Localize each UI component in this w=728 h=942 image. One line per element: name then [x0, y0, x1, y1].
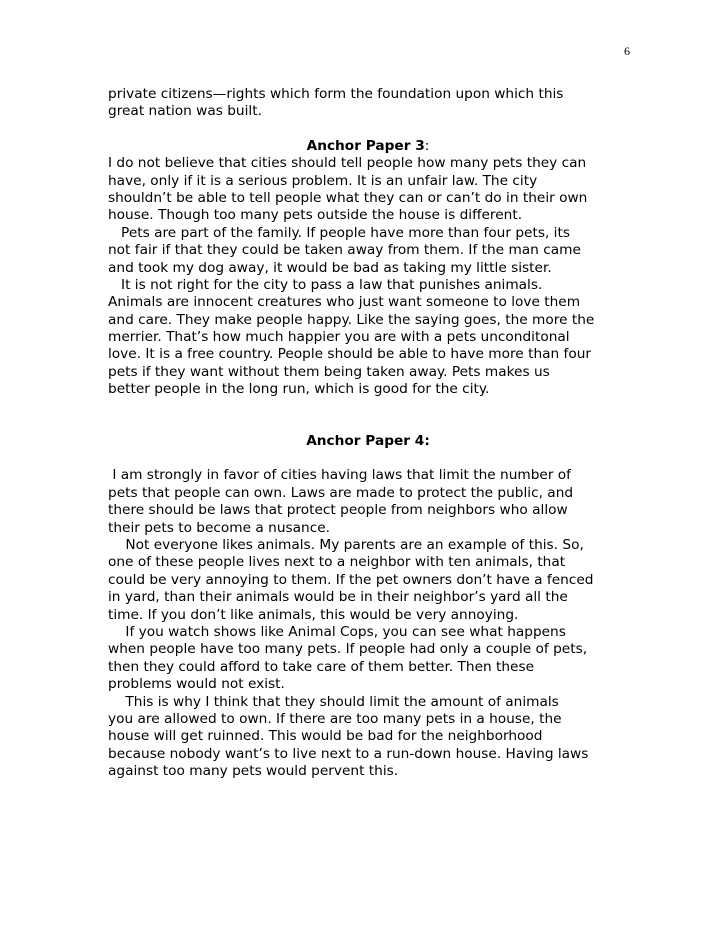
intro-paragraph [108, 86, 628, 121]
text-line: This is why I think that they should limit the amount of animals [108, 693, 559, 710]
text-line: house will get ruinned. This would be bad for the neighborhood [108, 728, 543, 745]
text-line: It is not right for the city to pass a law that punishes animals. [108, 276, 543, 293]
text-line: great nation was built. [108, 103, 262, 120]
text-line: you are allowed to own. If there are too many pets in a house, the [108, 710, 562, 727]
anchor-paper-4-body [108, 467, 628, 780]
text-line: love. It is a free country. People should be able to have more than four [108, 346, 592, 363]
text-line: house. Though too many pets outside the house is different. [108, 207, 523, 224]
text-line: I am strongly in favor of cities having laws that limit the number of [108, 467, 571, 484]
anchor-paper-3-body [108, 155, 628, 398]
text-line: in yard, than their animals would be in their neighbor’s yard all the [108, 589, 568, 606]
text-line: then they could afford to take care of them better. Then these [108, 658, 535, 675]
text-line: better people in the long run, which is good for the city. [108, 381, 490, 398]
text-line: not fair if that they could be taken away from them. If the man came [108, 242, 581, 259]
text-line: problems would not exist. [108, 676, 285, 693]
text-line: and care. They make people happy. Like the saying goes, the more the [108, 311, 595, 328]
text-line: time. If you don’t like animals, this would be very annoying. [108, 606, 519, 623]
text-line: Not everyone likes animals. My parents are an example of this. So, [108, 536, 584, 553]
text-line: pets if they want without them being taken away. Pets makes us [108, 363, 550, 380]
anchor-paper-3-heading [108, 138, 628, 155]
text-line: I do not believe that cities should tell people how many pets they can [108, 155, 587, 172]
text-line: If you watch shows like Animal Cops, you can see what happens [108, 623, 566, 640]
text-line: could be very annoying to them. If the pet owners don’t have a fenced [108, 571, 594, 588]
text-line: and took my dog away, it would be bad as taking my little sister. [108, 259, 552, 276]
text-line: pets that people can own. Laws are made to protect the public, and [108, 484, 574, 501]
text-line: have, only if it is a serious problem. It is an unfair law. The city [108, 172, 538, 189]
text-line: their pets to become a nusance. [108, 519, 330, 536]
text-line: shouldn’t be able to tell people what they can or can’t do in their own [108, 189, 588, 206]
text-line: merrier. That’s how much happier you are with a pets unconditonal [108, 329, 570, 346]
text-line: Animals are innocent creatures who just want someone to love them [108, 294, 581, 311]
heading-text: Anchor Paper 3 [306, 137, 425, 154]
heading-colon: : [424, 137, 430, 154]
anchor-paper-4-heading: Anchor Paper 4: [306, 432, 430, 449]
text-line: against too many pets would pervent this. [108, 763, 399, 780]
text-line: private citizens—rights which form the foundation upon which this [108, 86, 564, 102]
text-line: because nobody want’s to live next to a run-down house. Having laws [108, 745, 589, 762]
text-line: Pets are part of the family. If people have more than four pets, its [108, 224, 570, 241]
page-number: 6 [624, 44, 630, 58]
text-line: there should be laws that protect people from neighbors who allow [108, 502, 568, 519]
text-line: when people have too many pets. If people had only a couple of pets, [108, 641, 588, 658]
document-body [108, 86, 628, 780]
text-line: one of these people lives next to a neighbor with ten animals, that [108, 554, 566, 571]
